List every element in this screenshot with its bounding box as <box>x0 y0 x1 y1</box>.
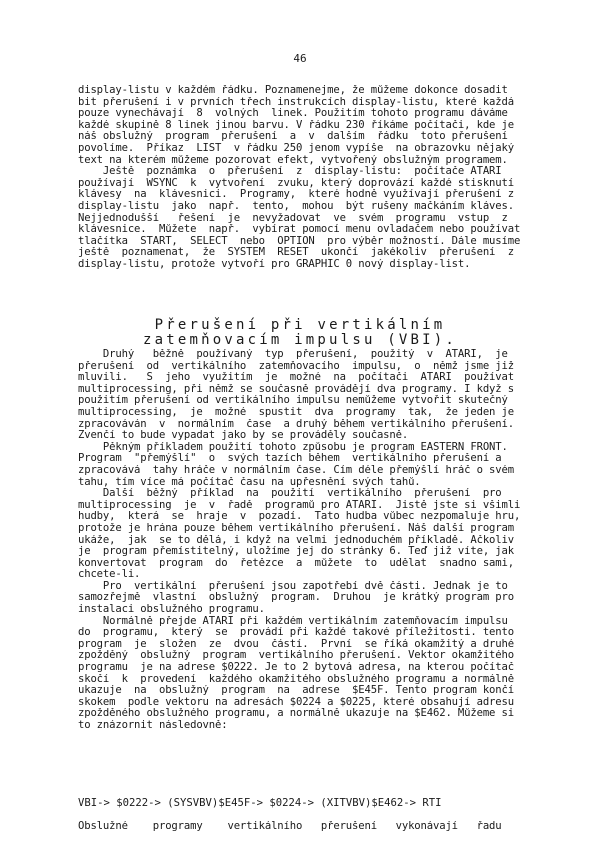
text-line: to znázornit následovně: <box>78 720 228 731</box>
text-line: display-listu jako např. tento, mohou být rušeny mačkáním kláves. <box>78 200 514 212</box>
text-line: je program přemístitelný, uložíme jej do stránky 6. Teď již víte, jak <box>78 546 514 558</box>
text-line: samozřejmě vlastní obslužný program. Druhou je krátký program pro <box>78 592 514 604</box>
closing-paragraph <box>78 821 556 833</box>
text-line: pouze vynechávají 8 volných linek. Použitím tohoto programu dáváme <box>78 108 508 120</box>
text-line: Ještě poznámka o přerušení z display-listu: počítače ATARI <box>78 166 502 178</box>
text-line: protože je hrána pouze během vertikálního přerušení. Náš další program <box>78 522 514 534</box>
text-line: klávesy na klávesnici. Programy, které hodně využívají přerušení z <box>78 189 514 201</box>
text-line: každé skupině 8 linek jinou barvu. V řádku 230 říkáme počítači, kde je <box>78 119 514 131</box>
heading-line: zatemňovacím impulsu (VBI). <box>143 332 457 348</box>
text-line: text na kterém můžeme pozorovat efekt, vytvořený obslužným programem. <box>78 154 508 166</box>
text-line: program je složen ze dvou částí. První se říká okamžitý a druhé <box>78 638 514 650</box>
text-line: Pěkným příkladem použití tohoto způsobu je program EASTERN FRONT. <box>78 441 508 453</box>
text-line: přerušení od vertikálního zatemňovacího impulsu, o němž jsme již <box>78 360 514 372</box>
text-line: instalaci obslužného programu. <box>78 604 265 616</box>
text-line: zpracováván v normálním čase a druhý během vertikálního přerušení. <box>78 418 514 430</box>
text-line: display-listu, protože vytvoří pro GRAPHIC 0 nový display-list. <box>78 258 471 270</box>
text-line: povolíme. Příkaz LIST v řádku 250 jenom vypíše na obrazovku nějaký <box>78 142 514 154</box>
intro-paragraphs <box>78 85 556 271</box>
text-line: zpracovává tahy hráče v normálním čase. Čím déle přemýšlí hráč o svém <box>78 464 514 476</box>
heading-line: Přerušení při vertikálním <box>154 317 446 333</box>
section-heading <box>0 318 600 348</box>
text-line: tahu, tím více má počítač času na upřesnění svých tahů. <box>78 476 421 488</box>
text-line: programu je na adrese $0222. Je to 2 bytová adresa, na kterou počítač <box>78 662 514 674</box>
text-line: použitím přerušení od vertikálního impulsu nemůžeme vytvořit skutečný <box>78 395 508 407</box>
text-line: mluvili. S jeho využitím je možné na počítači ATARI používat <box>78 372 514 384</box>
text-line: multiprocessing, je možné spustit dva programy tak, že jeden je <box>78 406 514 418</box>
text-line: Druhý běžně používaný typ přerušení, použitý v ATARI, je <box>78 349 508 360</box>
page-number: 46 <box>293 52 307 65</box>
text-line: klávesnice. Můžete např. vybírat pomocí menu ovladačem nebo používat <box>78 224 521 236</box>
text-line: Normálně přejde ATARI při každém vertikálním zatemňovacím impulsu <box>78 615 508 627</box>
text-line: zpožděný obslužný program vertikálního přerušení. Vektor okamžitého <box>78 650 514 662</box>
text-line: Program "přemýšlí" o svých tazích během vertikálního přerušení a <box>78 453 502 465</box>
text-line: multiprocessing je v řadě programů pro ATARI. Jistě jste si všimli <box>78 499 521 511</box>
text-line: ukazuje na obslužný program na adrese $E45F. Tento program končí <box>78 685 514 697</box>
text-line: používají WSYNC k vytvoření zvuku, který doprovází každé stisknutí <box>78 177 514 189</box>
text-line: tlačítka START, SELECT nebo OPTION pro výběr možností. Dále musíme <box>78 235 521 247</box>
text-line: chcete-li. <box>78 569 141 581</box>
text-line: Další běžný příklad na použití vertikálního přerušení pro <box>78 488 502 500</box>
text-line: do programu, který se provádí při každé takové příležitosti. tento <box>78 627 514 639</box>
text-line: bit přerušení i v prvních třech instrukcích display-listu, které každá <box>78 96 514 108</box>
vbi-vector-chain: VBI-> $0222-> (SYSVBV)$E45F-> $0224-> (XITVBV)$E462-> RTI <box>78 797 442 809</box>
text-line: Nejjednodušší řešení je nevyžadovat ve svém programu vstup z <box>78 212 508 224</box>
text-line: ještě poznamenat, že SYSTEM RESET ukončí jakékoliv přerušení z <box>78 247 514 259</box>
text-line: konvertovat program do řetězce a můžete to udělat snadno sami, <box>78 557 514 569</box>
text-line: skočí k provedení každého okamžitého obslužného programu a normálně <box>78 673 514 685</box>
text-line: Pro vertikální přerušení jsou zapotřebí dvě části. Jednak je to <box>78 580 508 592</box>
text-line: náš obslužný program přerušení a v dalším řádku toto přerušení <box>78 131 508 143</box>
text-line: Zvenčí to bude vypadat jako by se prováděly současně. <box>78 430 409 442</box>
text-line: display-listu v každém řádku. Poznamenejme, že můžeme dokonce dosadit <box>78 85 508 96</box>
body-paragraphs <box>78 349 556 732</box>
text-line: zpožděného obslužného programu, a normálně ukazuje na $E462. Můžeme si <box>78 708 514 720</box>
text-line: Obslužné programy vertikálního přerušení vykonávají řadu <box>78 821 502 832</box>
text-line: multiprocessing, při němž se současně provádějí dva programy. I když s <box>78 383 514 395</box>
text-line: skokem podle vektoru na adresách $0224 a $0225, které obsahují adresu <box>78 696 514 708</box>
text-line: hudby, která se hraje v pozadí. Tato hudba vůbec nezpomaluje hru, <box>78 511 521 523</box>
text-line: ukáže, jak se to dělá, i když na velmi jednoduchém příkladě. Ačkoliv <box>78 534 514 546</box>
